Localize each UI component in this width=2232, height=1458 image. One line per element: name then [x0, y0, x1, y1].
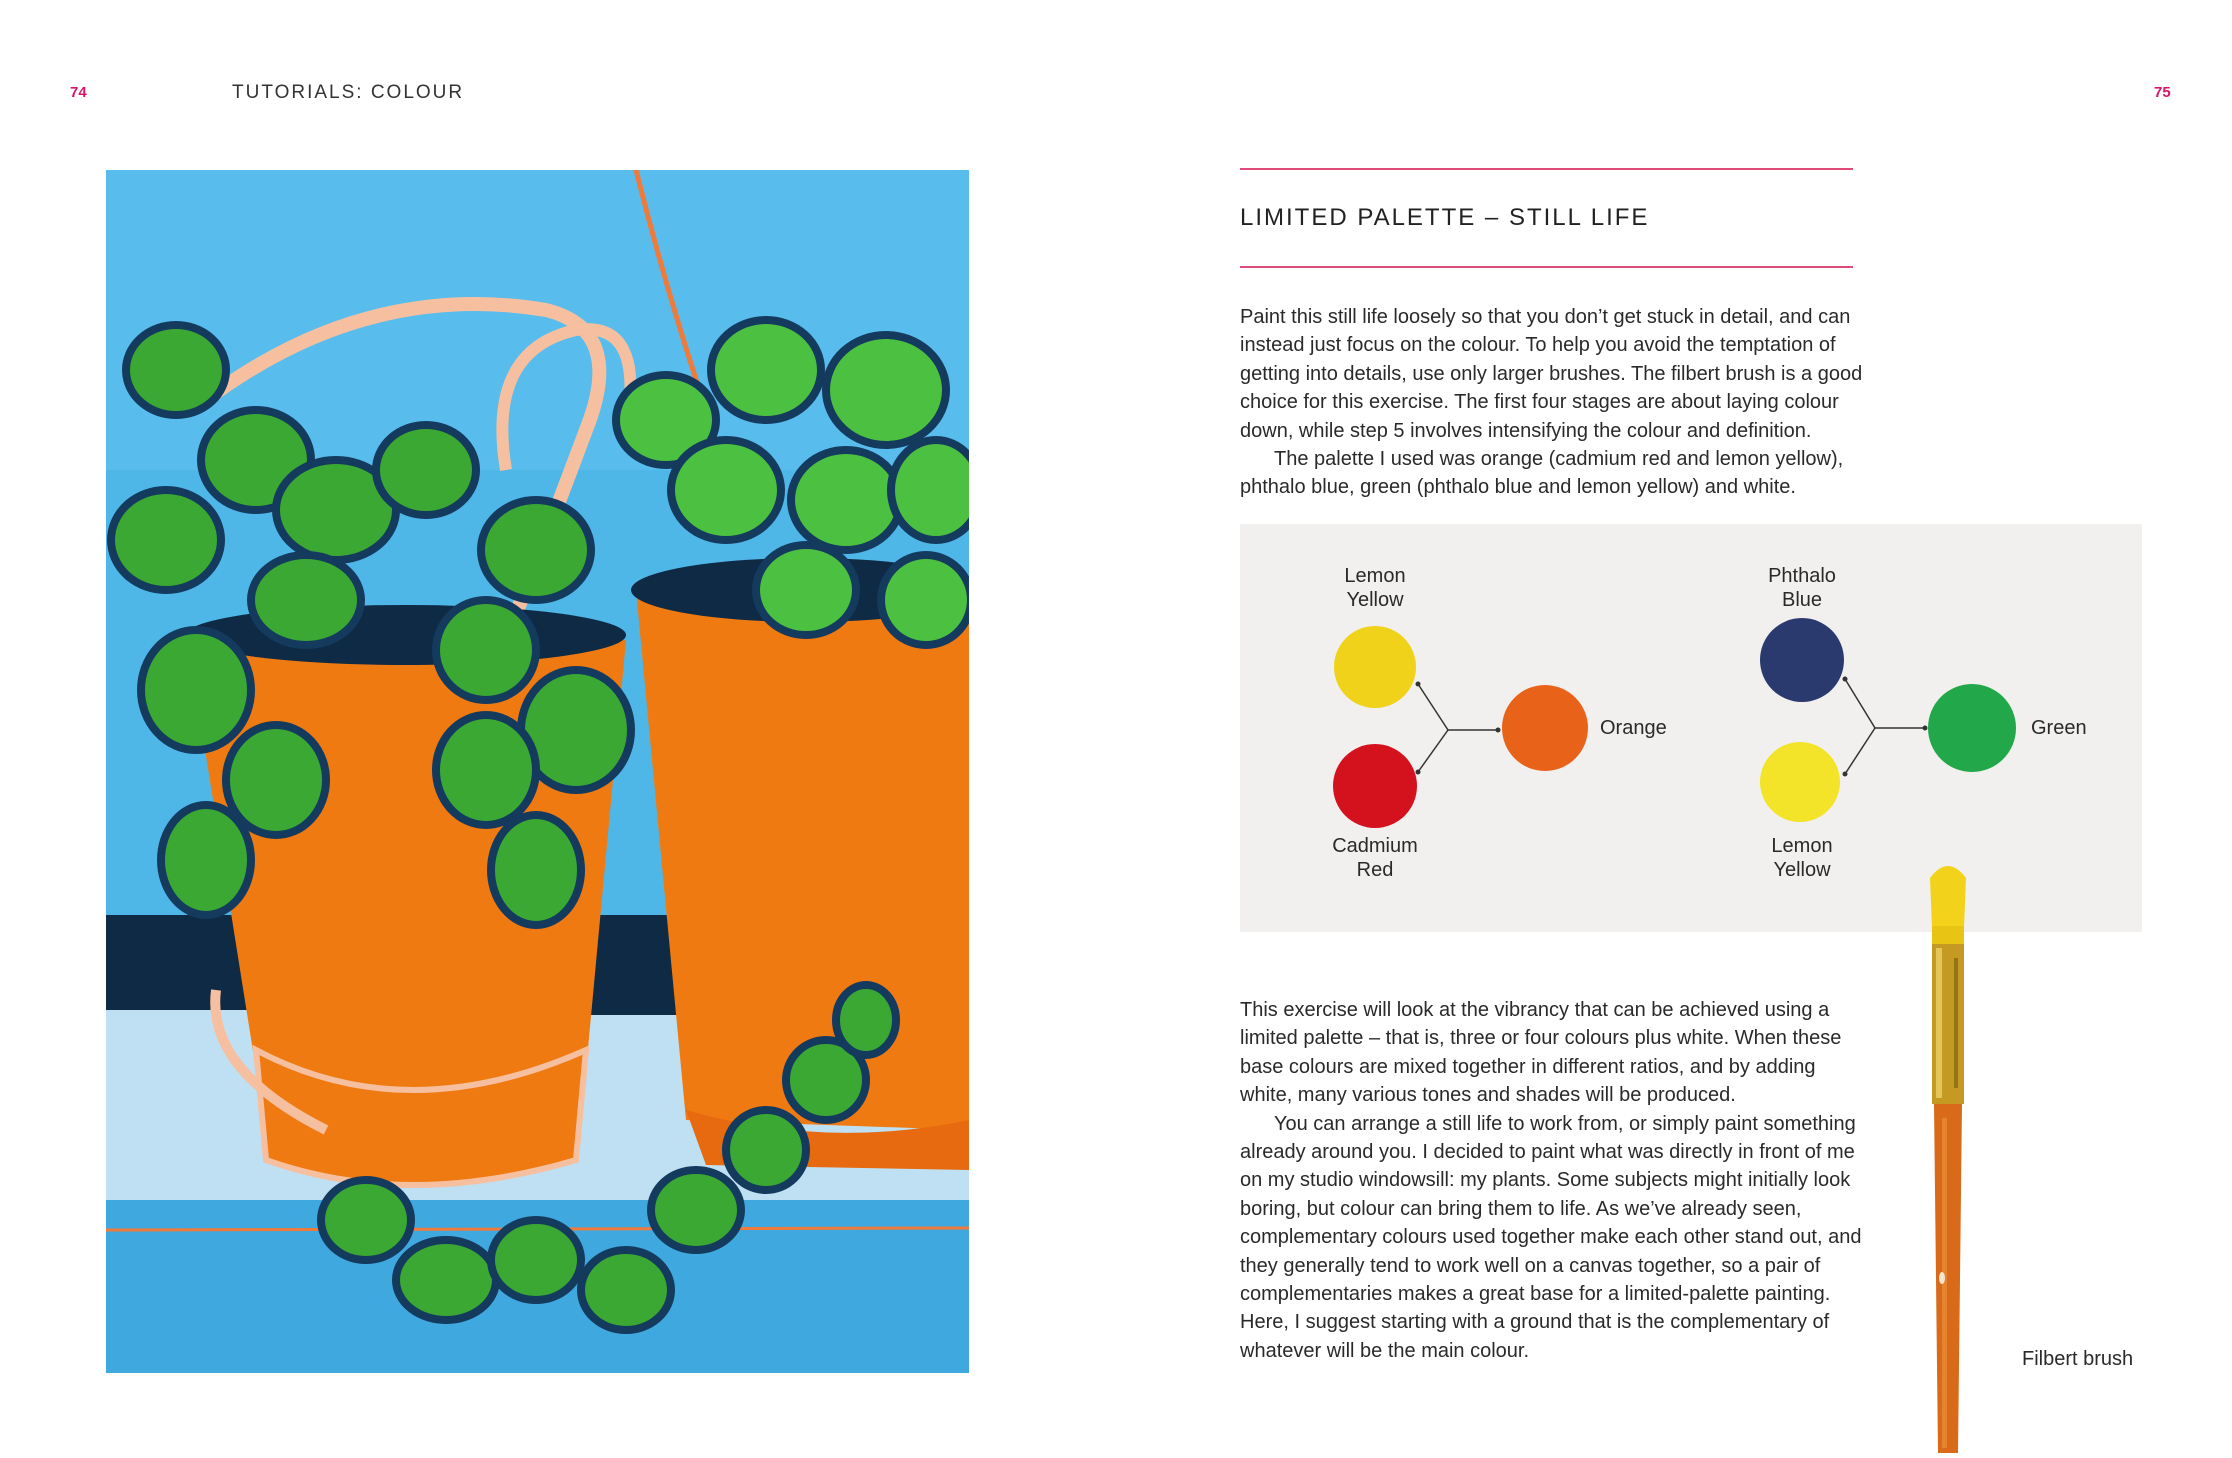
right-mix-arrows: [1845, 679, 1925, 774]
orange-swatch: [1502, 685, 1588, 771]
lemon-yellow-label: Lemon Yellow: [1771, 835, 1833, 881]
intro-paragraph: Paint this still life loosely so that you don’t get stuck in detail, and can instead just focus on the colour. To help you avoid the temptation of getting into details, use only larger brushes. The filbert brush is a good choice for this exercise. The first four stages are about laying colour down, while step 5 involves intensifying the colour and definition.: [1240, 306, 1863, 442]
left-mix-arrows: [1418, 684, 1498, 772]
lemon-yellow-swatch: [1760, 742, 1840, 822]
still-life-painting: [106, 170, 969, 1373]
running-head: TUTORIALS: COLOUR: [232, 82, 465, 103]
intro-text: [1240, 303, 1870, 502]
body-text: [1240, 996, 1870, 1365]
right-page-number: 75: [2154, 84, 2171, 101]
filbert-brush-image: [1918, 858, 1978, 1453]
phthalo-blue-swatch: [1760, 618, 1844, 702]
brush-caption: Filbert brush: [2022, 1348, 2134, 1370]
title-rule-bottom: [1240, 266, 1853, 268]
colour-mixing-chart: [1240, 524, 2142, 932]
orange-label: Orange: [1600, 717, 1667, 739]
intro-paragraph: The palette I used was orange (cadmium red and lemon yellow), phthalo blue, green (phthalo blue and lemon yellow) and white.: [1240, 448, 1844, 499]
green-swatch: [1928, 684, 2016, 772]
title-rule-top: [1240, 168, 1853, 170]
cadmium-red-swatch: [1333, 744, 1417, 828]
phthalo-blue-label: Phthalo Blue: [1768, 565, 1836, 611]
lemon-yellow-label: Lemon Yellow: [1344, 565, 1406, 611]
cadmium-red-label: Cadmium Red: [1332, 835, 1418, 881]
article-title: LIMITED PALETTE – STILL LIFE: [1240, 204, 1650, 231]
left-page-number: 74: [70, 84, 87, 101]
lemon-yellow-swatch: [1334, 626, 1416, 708]
body-paragraph: This exercise will look at the vibrancy that can be achieved using a limited palette – that is, three or four colours plus white. When these base colours are mixed together in different ratios, and by adding white, many various tones and shades will be produced.: [1240, 999, 1842, 1107]
green-label: Green: [2031, 717, 2087, 739]
body-paragraph: You can arrange a still life to work from, or simply paint something already around you. I decided to paint what was directly in front of me on my studio windowsill: my plants. Some subjects might initially look boring, but colour can bring them to life. As we’ve already seen, complementary colours used together make each other stand out, and they generally tend to work well on a canvas together, so a pair of complementaries makes a great base for a limited-palette painting. Here, I suggest starting with a ground that is the complementary of whatever will be the main colour.: [1240, 1112, 1862, 1362]
